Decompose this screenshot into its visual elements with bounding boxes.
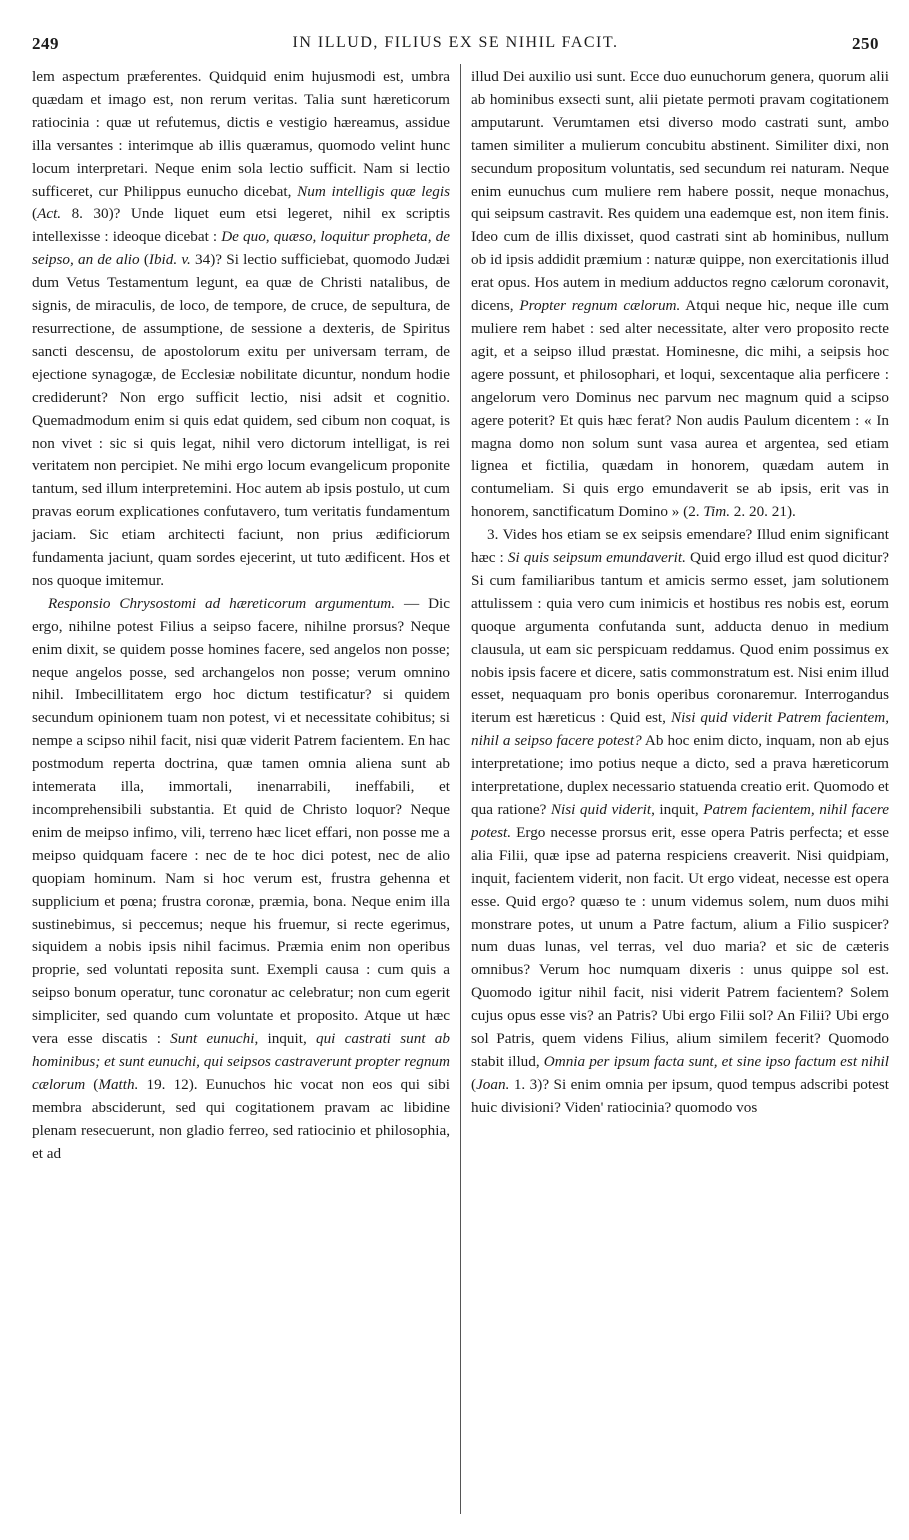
italic-text: Patrem facientem, nihil facere potest.	[471, 801, 889, 841]
text-run: (	[32, 205, 38, 223]
text-run: illud Dei auxilio usi sunt. Ecce duo eunuchorum genera, quorum alii ab hominibus exsecti sunt, alii pietate permoti pravam cogitationem amputarunt. Verumtamen etsi diverso modo castrati sunt, ambo tamen similiter a mulierum concubitu abstinent. Similiter dixi, non secundum propositum voluntatis, sed secundum rei naturam. Neque enim eunuchus cum muliere rem habere possit, neque monachus, qui seipsum castravit. Res quidem una eademque est, non item finis. Ideo cum de illis dixisset, quod castrati sint ab hominibus, nullum ob id ipsis addidit præmium : naturæ quippe, non exercitationis illud erat opus. Hos autem in medium adductos regno cælorum coronavit, dicens,	[471, 68, 889, 315]
italic-text: Nisi quid viderit Patrem facientem, nihil a seipso facere potest?	[471, 709, 890, 750]
page-header	[32, 34, 879, 58]
italic-text: Nisi quid viderit	[550, 801, 652, 818]
italic-text: Omnia per ipsum facta sunt, et sine ipso factum est nihil	[543, 1052, 889, 1070]
column-divider	[460, 64, 461, 1514]
text-run: , inquit,	[651, 801, 704, 818]
text-run: Ergo necesse prorsus erit, esse opera Patris perfecta; et esse alia Filii, quæ ipse ad paterna respiciens creaverit. Nisi quidpiam, inquit, facientem viderit, non facit. Ut ergo videat, necesse est opera esse. Quid ergo? quæso te : unum videmus solem, num duos mihi monstrare potes, ut unum a Patre factum, alium a Filio suspicer? num duas lunas, vel terras, vel duo maria? et sic de cæteris omnibus? Verum hoc numquam dixeris : unus quippe sol est. Quomodo igitur nihil facit, nisi viderit Patrem facientem? Solem cujus opus esse vis? an Patris? Ubi ergo Filii sol? An Filii? Ubi ergo sol Patris, quem videns Filius, alium similem fecerit? Quomodo stabit illud,	[471, 823, 889, 1070]
italic-text: De quo, quæso, loquitur propheta, de seipso, an de alio	[32, 228, 450, 269]
text-run: (	[471, 1075, 477, 1093]
page-number-right: 250	[852, 34, 879, 53]
text-run: Atqui neque hic, neque ille cum muliere rem habet : sed alter necessitate, alter vero proposito recte agit, et a seipso illud præstat. Hominesne, dic mihi, a seipsis hoc agere possunt, et philosophari, et loqui, sexcentaque alia perficere : angelorum vero Dominus nec parvum nec magnum quid a scipso agere poterit? Et quis hæc ferat? Non audis Paulum dicentem : « In magna domo non solum sunt vasa aurea et argentea, sed etiam lignea et fictilia, quædam in honorem, quædam autem in contumeliam. Si quis ergo emundaverit se ab ipsis, erit vas in honorem, sanctificatum Domino » (2.	[471, 297, 889, 521]
italic-text: Num intelligis quæ legis	[297, 182, 450, 200]
text-run: , inquit,	[254, 1030, 316, 1048]
text-run: Quid ergo illud est quod dicitur? Si cum familiaribus tantum et amicis sermo esset, jam solutionem attulissem : quia vero cum inimicis et hostibus res nobis est, eorum quoque argumenta confutanda sunt, adducta denuo in medium clausula, ut eam sic perspicuam reddamus. Quod enim possimus ex nobis ipsis facere et dicere, satis commonstratum est. Nisi enim illud esset, nequaquam pro bonis operibus coronaremur. Interrogandus iterum est hæreticus : Quid est,	[471, 549, 889, 727]
italic-text: Joan.	[476, 1075, 510, 1093]
text-run: 34)? Si lectio sufficiebat, quomodo Judæi dum Vetus Testamentum legunt, ea quæ de Christi natalibus, de signis, de miraculis, de loco, de tempore, de cruce, de sepultura, de resurrectione, de assumptione, de sessione a dexteris, de Spiritus sancti descensu, de apostolorum exitu per universam terram, de ejectione synagogæ, de Ecclesiæ nobilitate dicuntur, nondum hodie crediderunt? Non ergo sufficit lectio, nisi adsit et cognitio. Quemadmodum enim si quis edat quidem, sed cibum non coquat, is non vivet : sic si quis legat, nihil vero dictorum intelligat, is rei veritatem non percipiet. Ne mihi ergo locum evangelicum proponite tantum, sed illum interpretemini. Hoc autem ab ipsis postulo, ut cum pravas eorum explicationes confutavero, tum veritatis fundamentum jaciam. Sic etiam architecti faciunt, non prius ædificiorum fundamenta jaciunt, quam sordes ejecerint, ut tuto ædificent. Hos et nos quoque imitemur.	[32, 251, 451, 589]
paragraph-text	[32, 595, 450, 1162]
italic-text: Propter regnum cælorum.	[519, 297, 681, 315]
italic-text: Matth.	[98, 1075, 139, 1093]
italic-text: Ibid.	[148, 251, 178, 269]
paragraph	[32, 66, 450, 593]
text-run: Ab hoc enim dicto, inquam, non ab ejus interpretatione; imo potius neque a dicto, sed a prava hæreticorum interpretatione, duplex necessario statuenda creatio erit. Quomodo et qua ratione?	[471, 732, 889, 818]
paragraph	[32, 593, 450, 1166]
text-run: (	[139, 251, 149, 269]
left-column	[32, 66, 450, 1166]
section-heading: Responsio Chrysostomi ad hæreticorum argumentum.	[48, 594, 396, 612]
text-run: — Dic ergo, nihilne potest Filius a seipso facere, nihilne prorsus? Neque enim dixit, se quidem posse homines facere, sed angelos non posse; neque angelos posse, sed archangelos non posse; verum omnino nihil. Imbecillitatem ergo hoc dictum testificatur? si quidem secundum opinionem tuam non potest, vi et necessitate cohibitus; si nempe a scipso nihil facit, nisi quæ viderit Patrem facientem. En hac postmodum reperta doctrina, quæ tamen omnia aliena sunt ab intemerata illa, immortali, inenarrabili, ineffabili, et incomprehensibili substantia. Et quid de Christo loquor? Neque enim de meipso infimo, vili, terreno hæc licet effari, non posse me a meipso quidquam facere : nec de te hoc dici potest, nec de alio quopiam hominum. Nam si hoc verum est, frustra gehenna et supplicium et pœna; frustra coronæ, præmia, bona. Neque enim illa sustinebimus, si peccemus; neque his fruemur, si recte egerimus, siquidem a nobis ipsis nihil facimus. Præmia enim non operibus proprie, sed voluntati reposita sunt. Exempli causa : cum quis a seipso bonum operatur, tunc coronatur ac celebratur; non cum egerit simpliciter, sed quando cum voluntate et proposito. Atque ut hæc vera esse discatis :	[32, 594, 450, 1048]
italic-text: Act.	[37, 205, 62, 223]
text-run: 1. 3)? Si enim omnia per ipsum, quod tempus adscribi potest huic divisioni? Viden' ratiocinia? quomodo vos	[471, 1075, 889, 1116]
text-run: 19. 12). Eunuchos hic vocat non eos qui sibi membra absciderunt, sed qui cogitationem pravam ac libidine plenam resecuerunt, non gladio ferreo, sed ratiocinio et philosophia, et ad	[32, 1075, 450, 1162]
running-title: IN ILLUD, FILIUS EX SE NIHIL FACIT.	[292, 34, 619, 51]
paragraph	[471, 66, 889, 524]
text-run: 8. 30)? Unde liquet eum etsi legeret, nihil ex scriptis intellexisse : ideoque dicebat :	[32, 205, 450, 246]
page-number-left: 249	[32, 34, 59, 53]
italic-text: Tim.	[703, 503, 730, 521]
italic-text: Sunt eunuchi	[170, 1030, 255, 1048]
text-run: lem aspectum præferentes. Quidquid enim hujusmodi est, umbra quædam et imago est, non rerum veritas. Talia sunt hæreticorum ratiocinia : quæ ut refutemus, dictis e vestigio hæreamus, assidue illa versantes : interimque ab illis quæramus, quomodo velint hunc locum interpretari. Neque enim sola lectio sufficit. Nam si lectio sufficeret, cur Philippus eunucho dicebat,	[32, 68, 450, 200]
right-column	[471, 66, 889, 1120]
text-run: 3. Vides hos etiam se ex seipsis emendare? Illud enim significant hæc :	[471, 526, 889, 567]
text-run: (	[85, 1075, 99, 1093]
text-run: 2. 20. 21).	[730, 503, 796, 521]
italic-text: qui castrati sunt ab hominibus; et sunt eunuchi, qui seipsos castraverunt propter regnum cælorum	[32, 1030, 450, 1093]
paragraph	[471, 524, 889, 1120]
italic-text: Si quis seipsum emundaverit.	[507, 549, 686, 567]
italic-text: v.	[181, 251, 191, 269]
